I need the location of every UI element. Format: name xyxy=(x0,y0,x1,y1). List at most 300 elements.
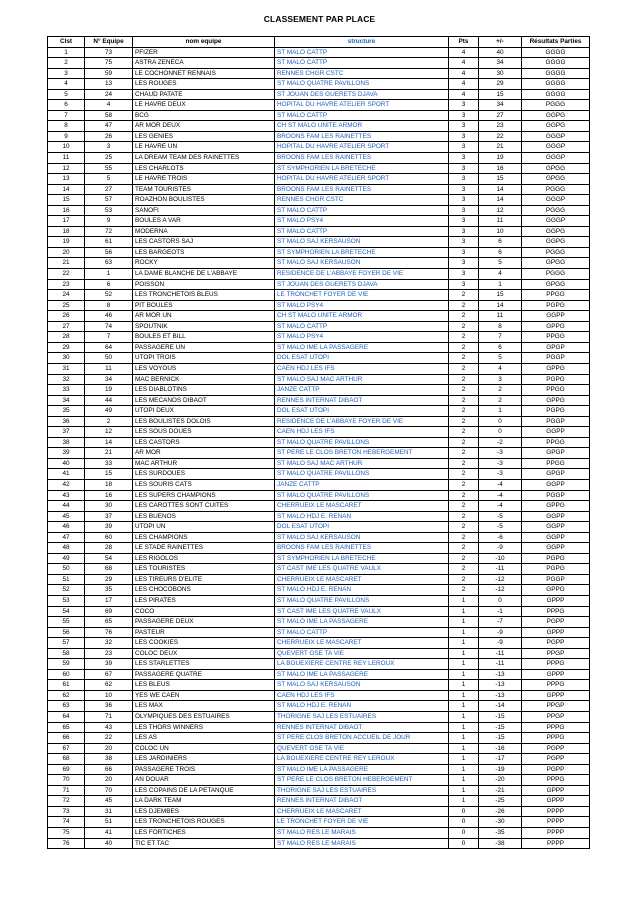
points-cell: 1 xyxy=(449,743,479,754)
rank-cell: 61 xyxy=(48,680,85,691)
difference-cell: -35 xyxy=(479,828,522,839)
table-row xyxy=(48,564,590,575)
rank-cell: 58 xyxy=(48,648,85,659)
table-body xyxy=(48,47,590,849)
structure-cell: CH ST MALO UNITE ARMOR xyxy=(275,311,449,322)
team-name-cell: LES DIABLOTINS xyxy=(133,385,275,396)
structure-cell: RENNES INTERNAT DIBAOT xyxy=(275,796,449,807)
results-cell: GPGG xyxy=(522,279,590,290)
points-cell: 3 xyxy=(449,216,479,227)
structure-cell: RENNES CHGR CSTC xyxy=(275,68,449,79)
table-row xyxy=(48,606,590,617)
results-cell: GPGG xyxy=(522,174,590,185)
points-cell: 1 xyxy=(449,764,479,775)
structure-cell: LE TRONCHET FOYER DE VIE xyxy=(275,290,449,301)
points-cell: 2 xyxy=(449,332,479,343)
team-name-cell: LES ROUGES xyxy=(133,79,275,90)
points-cell: 2 xyxy=(449,501,479,512)
results-cell: GGGG xyxy=(522,58,590,69)
table-row xyxy=(48,638,590,649)
table-row xyxy=(48,110,590,121)
results-cell: GGPP xyxy=(522,522,590,533)
team-number-cell: 53 xyxy=(85,205,133,216)
team-name-cell: LES TRONCHETOIS ROUGES xyxy=(133,817,275,828)
structure-cell: ST CAST IME LES QUATRE VAULX xyxy=(275,606,449,617)
rank-cell: 52 xyxy=(48,585,85,596)
points-cell: 3 xyxy=(449,205,479,216)
team-number-cell: 13 xyxy=(85,79,133,90)
points-cell: 2 xyxy=(449,374,479,385)
team-name-cell: LE COCHONNET RENNAIS xyxy=(133,68,275,79)
structure-cell: ST MALO PSY4 xyxy=(275,332,449,343)
points-cell: 2 xyxy=(449,311,479,322)
difference-cell: -38 xyxy=(479,838,522,849)
structure-cell: ST MALO SAJ KERSAUSON xyxy=(275,237,449,248)
table-row xyxy=(48,174,590,185)
rank-cell: 7 xyxy=(48,110,85,121)
structure-cell: ST MALO IME LA PASSAGERE xyxy=(275,764,449,775)
rank-cell: 3 xyxy=(48,68,85,79)
results-cell: PPGG xyxy=(522,385,590,396)
team-number-cell: 63 xyxy=(85,258,133,269)
difference-cell: -12 xyxy=(479,585,522,596)
points-cell: 1 xyxy=(449,775,479,786)
team-number-cell: 20 xyxy=(85,743,133,754)
rank-cell: 43 xyxy=(48,490,85,501)
team-number-cell: 36 xyxy=(85,701,133,712)
results-cell: PGGP xyxy=(522,490,590,501)
points-cell: 2 xyxy=(449,532,479,543)
rank-cell: 49 xyxy=(48,553,85,564)
table-row xyxy=(48,585,590,596)
points-cell: 2 xyxy=(449,385,479,396)
points-cell: 3 xyxy=(449,226,479,237)
points-cell: 1 xyxy=(449,659,479,670)
team-name-cell: LES SURDOUES xyxy=(133,469,275,480)
difference-cell: -3 xyxy=(479,448,522,459)
results-cell: PGPG xyxy=(522,374,590,385)
table-row xyxy=(48,395,590,406)
results-cell: PPPG xyxy=(522,659,590,670)
team-name-cell: LA DAME BLANCHE DE L'ABBAYE xyxy=(133,269,275,280)
points-cell: 2 xyxy=(449,321,479,332)
rank-cell: 50 xyxy=(48,564,85,575)
results-cell: PGPG xyxy=(522,553,590,564)
rank-cell: 11 xyxy=(48,153,85,164)
team-name-cell: LES CAROTTES SONT CUITES xyxy=(133,501,275,512)
team-number-cell: 9 xyxy=(85,216,133,227)
rank-cell: 9 xyxy=(48,131,85,142)
rank-cell: 1 xyxy=(48,47,85,58)
table-row xyxy=(48,458,590,469)
rank-cell: 16 xyxy=(48,205,85,216)
table-row xyxy=(48,226,590,237)
structure-cell: DOL ESAT UTOPI xyxy=(275,406,449,417)
results-cell: GGGP xyxy=(522,142,590,153)
results-cell: PPPP xyxy=(522,806,590,817)
rank-cell: 30 xyxy=(48,353,85,364)
team-name-cell: BOULES ET BILL xyxy=(133,332,275,343)
results-cell: PGPP xyxy=(522,743,590,754)
results-cell: GGGG xyxy=(522,89,590,100)
structure-cell: THORIGNE SAJ LES ESTUAIRES xyxy=(275,785,449,796)
team-name-cell: ROCKY xyxy=(133,258,275,269)
points-cell: 0 xyxy=(449,817,479,828)
team-name-cell: UTOPI TROIS xyxy=(133,353,275,364)
rank-cell: 6 xyxy=(48,100,85,111)
structure-cell: QUEVERT OSE TA VIE xyxy=(275,743,449,754)
points-cell: 1 xyxy=(449,796,479,807)
team-name-cell: LES TIREURS D'ELITE xyxy=(133,574,275,585)
team-name-cell: COLOC DEUX xyxy=(133,648,275,659)
results-cell: PGGP xyxy=(522,416,590,427)
points-cell: 2 xyxy=(449,395,479,406)
rank-cell: 41 xyxy=(48,469,85,480)
team-number-cell: 32 xyxy=(85,638,133,649)
structure-cell: QUEVERT OSE TA VIE xyxy=(275,648,449,659)
rank-cell: 22 xyxy=(48,269,85,280)
structure-cell: CH ST MALO UNITE ARMOR xyxy=(275,121,449,132)
team-number-cell: 75 xyxy=(85,58,133,69)
difference-cell: 19 xyxy=(479,153,522,164)
difference-cell: 12 xyxy=(479,205,522,216)
table-row xyxy=(48,669,590,680)
points-cell: 3 xyxy=(449,247,479,258)
header-team-number: N° Equipe xyxy=(85,37,133,48)
structure-cell: ST CAST IME LES QUATRE VAULX xyxy=(275,564,449,575)
difference-cell: 34 xyxy=(479,58,522,69)
results-cell: PGGG xyxy=(522,205,590,216)
structure-cell: JANZE CATTP xyxy=(275,479,449,490)
structure-cell: LE TRONCHET FOYER DE VIE xyxy=(275,817,449,828)
table-row xyxy=(48,311,590,322)
results-cell: PPPG xyxy=(522,606,590,617)
rank-cell: 37 xyxy=(48,427,85,438)
structure-cell: JANZE CATTP xyxy=(275,385,449,396)
structure-cell: ST MALO RES LE MARAIS xyxy=(275,828,449,839)
results-cell: GPPG xyxy=(522,501,590,512)
points-cell: 3 xyxy=(449,100,479,111)
team-name-cell: OLYMPIQUES DES ESTUAIRES xyxy=(133,712,275,723)
results-cell: GGPP xyxy=(522,479,590,490)
rank-cell: 12 xyxy=(48,163,85,174)
results-cell: PPPP xyxy=(522,838,590,849)
structure-cell: ST MALO QUATRE PAVILLONS xyxy=(275,595,449,606)
team-number-cell: 14 xyxy=(85,437,133,448)
difference-cell: -11 xyxy=(479,564,522,575)
rank-cell: 5 xyxy=(48,89,85,100)
table-row xyxy=(48,785,590,796)
rank-cell: 26 xyxy=(48,311,85,322)
difference-cell: 11 xyxy=(479,216,522,227)
table-row xyxy=(48,680,590,691)
table-row xyxy=(48,659,590,670)
structure-cell: CHERRUEIX LE MASCARET xyxy=(275,806,449,817)
table-row xyxy=(48,722,590,733)
rank-cell: 72 xyxy=(48,796,85,807)
points-cell: 2 xyxy=(449,448,479,459)
rank-cell: 66 xyxy=(48,733,85,744)
rank-cell: 46 xyxy=(48,522,85,533)
table-row xyxy=(48,617,590,628)
difference-cell: 16 xyxy=(479,163,522,174)
results-cell: PGGG xyxy=(522,100,590,111)
table-row xyxy=(48,775,590,786)
team-name-cell: LES SOURIS CATS xyxy=(133,479,275,490)
page-title: CLASSEMENT PAR PLACE xyxy=(263,14,376,24)
rank-cell: 2 xyxy=(48,58,85,69)
team-number-cell: 49 xyxy=(85,406,133,417)
points-cell: 1 xyxy=(449,733,479,744)
table-row xyxy=(48,553,590,564)
rank-cell: 63 xyxy=(48,701,85,712)
table-row xyxy=(48,806,590,817)
points-cell: 4 xyxy=(449,68,479,79)
team-number-cell: 5 xyxy=(85,174,133,185)
team-number-cell: 24 xyxy=(85,89,133,100)
team-number-cell: 74 xyxy=(85,321,133,332)
difference-cell: -13 xyxy=(479,669,522,680)
points-cell: 2 xyxy=(449,427,479,438)
difference-cell: 0 xyxy=(479,595,522,606)
points-cell: 3 xyxy=(449,258,479,269)
points-cell: 3 xyxy=(449,131,479,142)
structure-cell: CHERRUEIX LE MASCARET xyxy=(275,574,449,585)
rank-cell: 34 xyxy=(48,395,85,406)
table-row xyxy=(48,690,590,701)
points-cell: 1 xyxy=(449,669,479,680)
team-number-cell: 2 xyxy=(85,416,133,427)
team-name-cell: LES JARDINIERS xyxy=(133,754,275,765)
points-cell: 3 xyxy=(449,163,479,174)
structure-cell: ST MALO PSY4 xyxy=(275,216,449,227)
rank-cell: 17 xyxy=(48,216,85,227)
points-cell: 1 xyxy=(449,701,479,712)
table-row xyxy=(48,817,590,828)
table-row xyxy=(48,47,590,58)
difference-cell: -2 xyxy=(479,437,522,448)
results-cell: PGGG xyxy=(522,269,590,280)
points-cell: 1 xyxy=(449,648,479,659)
points-cell: 3 xyxy=(449,142,479,153)
rank-cell: 47 xyxy=(48,532,85,543)
points-cell: 1 xyxy=(449,617,479,628)
difference-cell: 7 xyxy=(479,332,522,343)
team-name-cell: LES BOULISTES DOLOIS xyxy=(133,416,275,427)
table-row xyxy=(48,479,590,490)
rank-cell: 60 xyxy=(48,669,85,680)
points-cell: 1 xyxy=(449,690,479,701)
team-number-cell: 29 xyxy=(85,574,133,585)
team-number-cell: 71 xyxy=(85,712,133,723)
team-name-cell: AR MOR DEUX xyxy=(133,121,275,132)
rank-cell: 69 xyxy=(48,764,85,775)
difference-cell: -21 xyxy=(479,785,522,796)
table-row xyxy=(48,237,590,248)
rank-cell: 62 xyxy=(48,690,85,701)
team-name-cell: MODERNA xyxy=(133,226,275,237)
difference-cell: 0 xyxy=(479,427,522,438)
table-row xyxy=(48,448,590,459)
difference-cell: -17 xyxy=(479,754,522,765)
structure-cell: ST MALO CATTP xyxy=(275,58,449,69)
team-number-cell: 54 xyxy=(85,553,133,564)
structure-cell: BROONS FAM LES RAINETTES xyxy=(275,184,449,195)
table-row xyxy=(48,89,590,100)
structure-cell: ST JOUAN DES GUERETS DJAVA xyxy=(275,279,449,290)
structure-cell: CAEN HDJ LES IFS xyxy=(275,427,449,438)
team-number-cell: 69 xyxy=(85,606,133,617)
team-number-cell: 50 xyxy=(85,353,133,364)
team-name-cell: LES BARGEOTS xyxy=(133,247,275,258)
difference-cell: 15 xyxy=(479,290,522,301)
points-cell: 2 xyxy=(449,469,479,480)
points-cell: 2 xyxy=(449,511,479,522)
team-name-cell: ROAZHON BOULISTES xyxy=(133,195,275,206)
table-row xyxy=(48,427,590,438)
table-row xyxy=(48,595,590,606)
difference-cell: -1 xyxy=(479,606,522,617)
difference-cell: -15 xyxy=(479,733,522,744)
team-number-cell: 33 xyxy=(85,458,133,469)
rank-cell: 48 xyxy=(48,543,85,554)
table-row xyxy=(48,574,590,585)
results-cell: PPGP xyxy=(522,648,590,659)
points-cell: 1 xyxy=(449,627,479,638)
team-name-cell: PIT BOULES xyxy=(133,300,275,311)
points-cell: 3 xyxy=(449,121,479,132)
structure-cell: CAEN HDJ LES IFS xyxy=(275,690,449,701)
structure-cell: ST MALO SAJ KERSAUSON xyxy=(275,680,449,691)
structure-cell: BROONS FAM LES RAINETTES xyxy=(275,153,449,164)
difference-cell: -7 xyxy=(479,617,522,628)
rank-cell: 56 xyxy=(48,627,85,638)
rank-cell: 18 xyxy=(48,226,85,237)
structure-cell: ST MALO SAJ MAC ARTHUR xyxy=(275,458,449,469)
team-number-cell: 20 xyxy=(85,775,133,786)
difference-cell: 8 xyxy=(479,321,522,332)
difference-cell: -11 xyxy=(479,659,522,670)
table-row xyxy=(48,627,590,638)
results-cell: PPGG xyxy=(522,332,590,343)
results-cell: PPGG xyxy=(522,290,590,301)
difference-cell: 22 xyxy=(479,131,522,142)
structure-cell: ST MALO CATTP xyxy=(275,627,449,638)
structure-cell: ST MALO QUATRE PAVILLONS xyxy=(275,79,449,90)
difference-cell: 21 xyxy=(479,142,522,153)
table-row xyxy=(48,511,590,522)
table-row xyxy=(48,332,590,343)
points-cell: 3 xyxy=(449,174,479,185)
points-cell: 2 xyxy=(449,353,479,364)
team-name-cell: LE HAVRE DEUX xyxy=(133,100,275,111)
difference-cell: 27 xyxy=(479,110,522,121)
points-cell: 2 xyxy=(449,458,479,469)
structure-cell: HOPITAL DU HAVRE ATELIER SPORT xyxy=(275,100,449,111)
table-row xyxy=(48,258,590,269)
team-name-cell: SPOUTNIK xyxy=(133,321,275,332)
difference-cell: -11 xyxy=(479,648,522,659)
team-name-cell: LES STARLETTES xyxy=(133,659,275,670)
points-cell: 1 xyxy=(449,712,479,723)
table-row xyxy=(48,342,590,353)
rank-cell: 19 xyxy=(48,237,85,248)
table-row xyxy=(48,131,590,142)
results-cell: PGPP xyxy=(522,638,590,649)
difference-cell: -19 xyxy=(479,764,522,775)
points-cell: 2 xyxy=(449,342,479,353)
difference-cell: 2 xyxy=(479,385,522,396)
team-name-cell: LES CASTORS SAJ xyxy=(133,237,275,248)
difference-cell: -3 xyxy=(479,458,522,469)
table-row xyxy=(48,733,590,744)
structure-cell: CHERRUEIX LE MASCARET xyxy=(275,501,449,512)
points-cell: 3 xyxy=(449,195,479,206)
structure-cell: LA BOUEXIERE CENTRE REY LEROUX xyxy=(275,659,449,670)
team-number-cell: 65 xyxy=(85,617,133,628)
structure-cell: RESIDENCE DE L'ABBAYE FOYER DE VIE xyxy=(275,269,449,280)
team-name-cell: AN DOUAR xyxy=(133,775,275,786)
points-cell: 2 xyxy=(449,479,479,490)
structure-cell: ST MALO QUATRE PAVILLONS xyxy=(275,490,449,501)
points-cell: 4 xyxy=(449,79,479,90)
structure-cell: ST MALO QUATRE PAVILLONS xyxy=(275,437,449,448)
team-number-cell: 1 xyxy=(85,269,133,280)
table-row xyxy=(48,363,590,374)
team-name-cell: LES RIGOLOS xyxy=(133,553,275,564)
table-row xyxy=(48,437,590,448)
results-cell: GGPP xyxy=(522,427,590,438)
ranking-table xyxy=(47,36,590,849)
results-cell: GGPP xyxy=(522,511,590,522)
results-cell: PGPP xyxy=(522,617,590,628)
table-row xyxy=(48,828,590,839)
points-cell: 3 xyxy=(449,153,479,164)
team-name-cell: AR MOR xyxy=(133,448,275,459)
rank-cell: 53 xyxy=(48,595,85,606)
team-name-cell: LA DREAM TEAM DES RAINETTES xyxy=(133,153,275,164)
rank-cell: 51 xyxy=(48,574,85,585)
team-number-cell: 38 xyxy=(85,754,133,765)
structure-cell: ST MALO HDJ E. RENAN xyxy=(275,511,449,522)
rank-cell: 13 xyxy=(48,174,85,185)
team-number-cell: 10 xyxy=(85,690,133,701)
difference-cell: 4 xyxy=(479,363,522,374)
difference-cell: -3 xyxy=(479,469,522,480)
points-cell: 1 xyxy=(449,638,479,649)
points-cell: 1 xyxy=(449,754,479,765)
table-row xyxy=(48,543,590,554)
team-name-cell: LES BUENOS xyxy=(133,511,275,522)
difference-cell: -6 xyxy=(479,532,522,543)
rank-cell: 29 xyxy=(48,342,85,353)
team-number-cell: 37 xyxy=(85,511,133,522)
table-row xyxy=(48,754,590,765)
team-name-cell: COCO xyxy=(133,606,275,617)
table-row xyxy=(48,796,590,807)
difference-cell: -16 xyxy=(479,743,522,754)
rank-cell: 36 xyxy=(48,416,85,427)
points-cell: 1 xyxy=(449,595,479,606)
team-number-cell: 17 xyxy=(85,595,133,606)
team-number-cell: 40 xyxy=(85,838,133,849)
structure-cell: ST MALO IME LA PASSAGERE xyxy=(275,342,449,353)
header-points: Pts xyxy=(449,37,479,48)
rank-cell: 32 xyxy=(48,374,85,385)
difference-cell: 15 xyxy=(479,89,522,100)
structure-cell: ST PERE CLOS BRETON ACCUEIL DE JOUR xyxy=(275,733,449,744)
results-cell: PGGG xyxy=(522,247,590,258)
